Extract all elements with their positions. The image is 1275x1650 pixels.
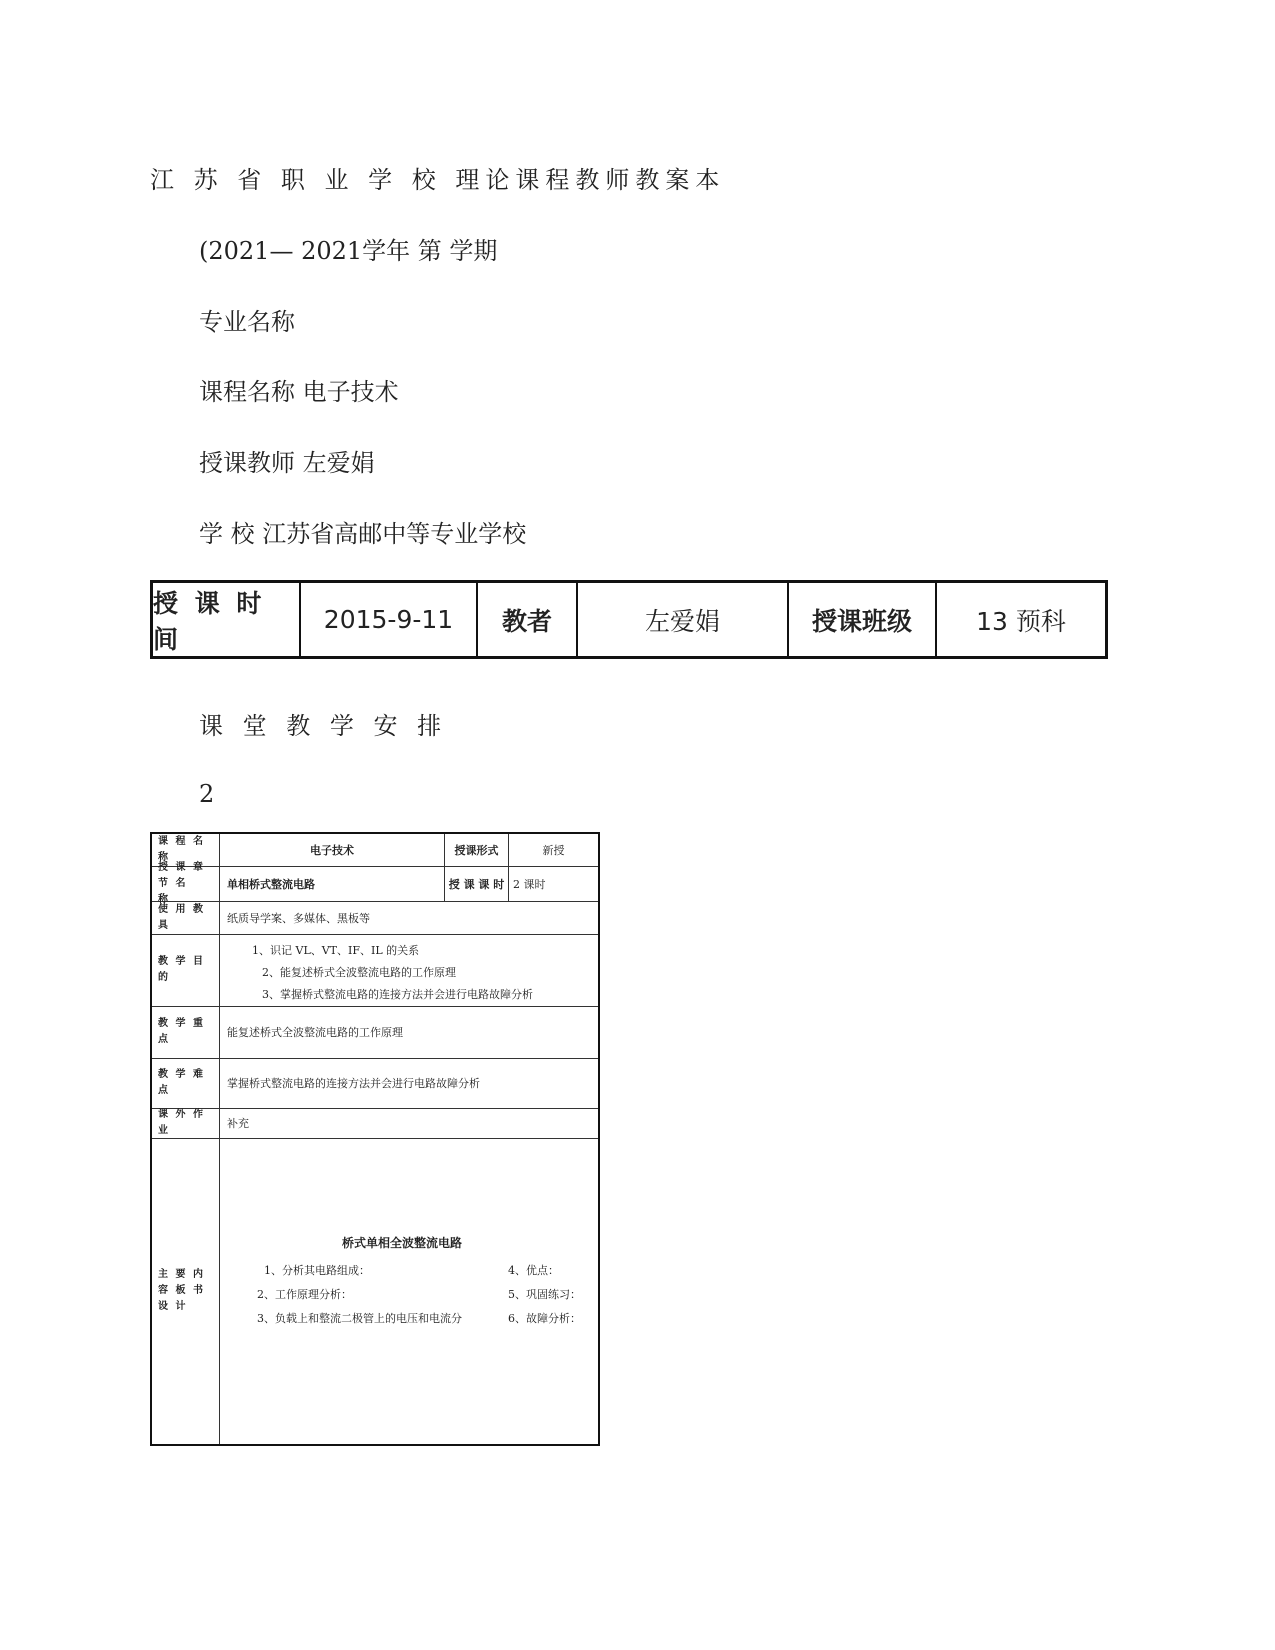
goals-label: 教 学 目 的 xyxy=(152,934,220,1006)
board-item: 4、优点： xyxy=(508,1264,559,1277)
tools-value: 纸质导学案、多媒体、黑板等 xyxy=(227,911,370,925)
class-label: 授课班级 xyxy=(789,583,937,656)
key-point-value: 能复述桥式全波整流电路的工作原理 xyxy=(227,1026,403,1039)
chapter-label: 授 课 章 节 名 称 xyxy=(152,866,220,901)
key-point-label: 教 学 重 点 xyxy=(152,1006,220,1058)
chapter-value: 单相桥式整流电路 xyxy=(227,877,315,891)
board-item: 3、负载上和整流二极管上的电压和电流分 xyxy=(257,1312,462,1325)
arrangement-heading: 课 堂 教 学 安 排 xyxy=(199,712,448,740)
course-name-label: 课 程 名 称 xyxy=(152,834,220,866)
major-line: 专业名称 xyxy=(199,308,295,336)
board-item: 6、故障分析： xyxy=(508,1312,581,1325)
document-title: 江 苏 省 职 业 学 校 理论课程教师教案本 xyxy=(150,166,726,194)
course-name-value: 电子技术 xyxy=(310,844,354,857)
goal-item: 3、掌握桥式整流电路的连接方法并会进行电路故障分析 xyxy=(262,988,533,1001)
form-label: 授课形式 xyxy=(444,834,508,866)
board-design-label: 主 要 内 容 板 书 设 计 xyxy=(152,1138,220,1444)
class-value: 13 预科 xyxy=(976,606,1066,636)
board-item: 5、巩固练习： xyxy=(508,1288,581,1301)
difficulty-label: 教 学 难 点 xyxy=(152,1058,220,1108)
hours-value: 2 课时 xyxy=(508,866,598,901)
school-year-line: (2021— 2021学年 第 学期 xyxy=(199,237,498,265)
table-row xyxy=(152,901,598,935)
lesson-plan-table xyxy=(150,832,600,1446)
homework-label: 课 外 作 业 xyxy=(152,1108,220,1138)
difficulty-value: 掌握桥式整流电路的连接方法并会进行电路故障分析 xyxy=(227,1077,480,1090)
lesson-info-bar xyxy=(150,580,1108,659)
board-title: 桥式单相全波整流电路 xyxy=(342,1236,463,1250)
board-item: 1、分析其电路组成： xyxy=(264,1264,370,1277)
hours-label: 授 课 课 时 xyxy=(444,866,508,901)
course-line: 课程名称 电子技术 xyxy=(199,378,399,406)
tools-label: 使 用 教 具 xyxy=(152,901,220,934)
goal-item: 2、能复述桥式全波整流电路的工作原理 xyxy=(262,966,456,979)
school-line: 学 校 江苏省高邮中等专业学校 xyxy=(199,520,527,548)
table-row xyxy=(152,1058,598,1109)
board-item: 2、工作原理分析： xyxy=(257,1288,352,1301)
table-row xyxy=(152,934,598,1007)
form-value: 新授 xyxy=(508,834,598,866)
page-number: 2 xyxy=(199,780,215,808)
table-row xyxy=(152,1138,598,1444)
teacher-value: 左爱娟 xyxy=(578,583,789,656)
table-row xyxy=(152,1006,598,1059)
homework-value: 补充 xyxy=(227,1117,249,1130)
teacher-label: 教者 xyxy=(478,583,578,656)
time-label: 授 课 时 间 xyxy=(153,583,301,656)
table-row xyxy=(152,1108,598,1139)
time-value: 2015-9-11 xyxy=(301,583,478,656)
teacher-line: 授课教师 左爱娟 xyxy=(199,449,375,477)
table-row xyxy=(152,861,598,905)
goal-item: 1、识记 VL、VT、IF、IL 的关系 xyxy=(252,944,420,957)
